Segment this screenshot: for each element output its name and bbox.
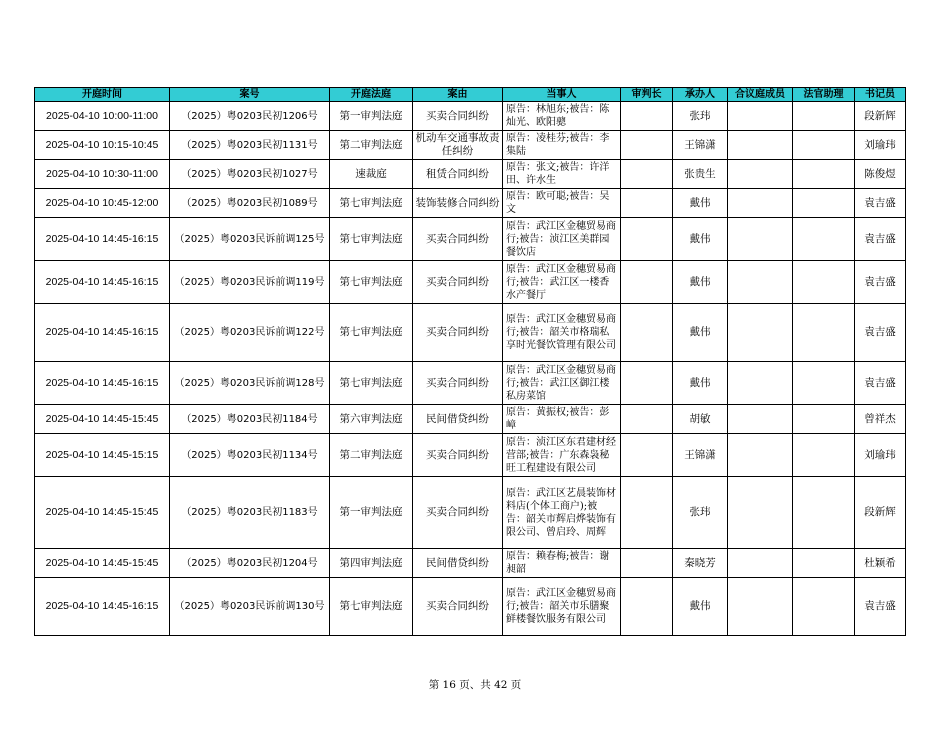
judge-assistant-cell [793, 304, 855, 362]
judge-assistant-cell [793, 160, 855, 189]
presiding-judge-cell [621, 261, 673, 304]
presiding-judge-cell [621, 405, 673, 434]
panel-members-cell [728, 304, 793, 362]
parties-cell: 原告：赖春梅;被告：谢昶韶 [503, 549, 621, 578]
cause-cell: 买卖合同纠纷 [413, 434, 503, 477]
cause-cell: 买卖合同纠纷 [413, 362, 503, 405]
cause-cell: 买卖合同纠纷 [413, 261, 503, 304]
judge-assistant-cell [793, 218, 855, 261]
parties-cell: 原告：武江区金穗贸易商行;被告：韶关市乐膳聚鲜楼餐饮服务有限公司 [503, 578, 621, 636]
cause-cell: 买卖合同纠纷 [413, 218, 503, 261]
clerk-cell: 陈俊煜 [855, 160, 906, 189]
presiding-judge-cell [621, 102, 673, 131]
presiding-judge-cell [621, 304, 673, 362]
handler-cell: 戴伟 [673, 218, 728, 261]
hearing-time-cell: 2025-04-10 10:45-12:00 [35, 189, 170, 218]
table-row [35, 405, 906, 434]
handler-cell: 秦晓芳 [673, 549, 728, 578]
hearing-schedule-table [34, 87, 906, 636]
header-cause: 案由 [413, 88, 503, 102]
panel-members-cell [728, 218, 793, 261]
clerk-cell: 刘瑜玮 [855, 131, 906, 160]
presiding-judge-cell [621, 131, 673, 160]
clerk-cell: 曾祥杰 [855, 405, 906, 434]
table-row [35, 261, 906, 304]
panel-members-cell [728, 549, 793, 578]
panel-members-cell [728, 131, 793, 160]
clerk-cell: 袁吉盛 [855, 578, 906, 636]
table-row [35, 362, 906, 405]
handler-cell: 张玮 [673, 477, 728, 549]
table-body [35, 102, 906, 636]
handler-cell: 王锦潇 [673, 131, 728, 160]
case-number-cell: （2025）粤0203民初1134号 [170, 434, 330, 477]
handler-cell: 戴伟 [673, 362, 728, 405]
handler-cell: 王锦潇 [673, 434, 728, 477]
judge-assistant-cell [793, 477, 855, 549]
judge-assistant-cell [793, 362, 855, 405]
hearing-time-cell: 2025-04-10 14:45-16:15 [35, 304, 170, 362]
case-number-cell: （2025）粤0203民初1204号 [170, 549, 330, 578]
judge-assistant-cell [793, 261, 855, 304]
handler-cell: 张玮 [673, 102, 728, 131]
case-number-cell: （2025）粤0203民初1131号 [170, 131, 330, 160]
presiding-judge-cell [621, 218, 673, 261]
parties-cell: 原告：凌桂芬;被告：李集陆 [503, 131, 621, 160]
courtroom-cell: 第二审判法庭 [330, 131, 413, 160]
cause-cell: 买卖合同纠纷 [413, 578, 503, 636]
panel-members-cell [728, 477, 793, 549]
parties-cell: 原告：武江区艺晨装饰材料店(个体工商户);被告：韶关市辉启烨装饰有限公司、曾启玲、周辉 [503, 477, 621, 549]
cause-cell: 租赁合同纠纷 [413, 160, 503, 189]
courtroom-cell: 速裁庭 [330, 160, 413, 189]
courtroom-cell: 第四审判法庭 [330, 549, 413, 578]
header-panel-members: 合议庭成员 [728, 88, 793, 102]
courtroom-cell: 第二审判法庭 [330, 434, 413, 477]
panel-members-cell [728, 189, 793, 218]
hearing-time-cell: 2025-04-10 14:45-15:45 [35, 549, 170, 578]
case-number-cell: （2025）粤0203民初1206号 [170, 102, 330, 131]
cause-cell: 民间借贷纠纷 [413, 549, 503, 578]
cause-cell: 买卖合同纠纷 [413, 304, 503, 362]
panel-members-cell [728, 405, 793, 434]
header-judge-assistant: 法官助理 [793, 88, 855, 102]
presiding-judge-cell [621, 189, 673, 218]
case-number-cell: （2025）粤0203民诉前调119号 [170, 261, 330, 304]
table-row [35, 131, 906, 160]
courtroom-cell: 第一审判法庭 [330, 477, 413, 549]
table-row [35, 189, 906, 218]
panel-members-cell [728, 578, 793, 636]
courtroom-cell: 第一审判法庭 [330, 102, 413, 131]
hearing-time-cell: 2025-04-10 10:00-11:00 [35, 102, 170, 131]
handler-cell: 戴伟 [673, 189, 728, 218]
hearing-time-cell: 2025-04-10 14:45-16:15 [35, 218, 170, 261]
page-footer: 第 16 页、共 42 页 [428, 679, 522, 691]
table-row [35, 160, 906, 189]
hearing-time-cell: 2025-04-10 14:45-16:15 [35, 362, 170, 405]
hearing-time-cell: 2025-04-10 10:15-10:45 [35, 131, 170, 160]
clerk-cell: 杜颖希 [855, 549, 906, 578]
table-row [35, 578, 906, 636]
parties-cell: 原告：欧可聪;被告：吴文 [503, 189, 621, 218]
table-row [35, 477, 906, 549]
clerk-cell: 袁吉盛 [855, 362, 906, 405]
table-row [35, 549, 906, 578]
case-number-cell: （2025）粤0203民诉前调125号 [170, 218, 330, 261]
header-hearing-time: 开庭时间 [35, 88, 170, 102]
case-number-cell: （2025）粤0203民初1183号 [170, 477, 330, 549]
parties-cell: 原告：武江区金穗贸易商行;被告：武江区御江楼私房菜馆 [503, 362, 621, 405]
case-number-cell: （2025）粤0203民诉前调130号 [170, 578, 330, 636]
judge-assistant-cell [793, 189, 855, 218]
courtroom-cell: 第六审判法庭 [330, 405, 413, 434]
panel-members-cell [728, 261, 793, 304]
panel-members-cell [728, 362, 793, 405]
case-number-cell: （2025）粤0203民诉前调128号 [170, 362, 330, 405]
hearing-time-cell: 2025-04-10 14:45-16:15 [35, 261, 170, 304]
case-number-cell: （2025）粤0203民诉前调122号 [170, 304, 330, 362]
hearing-time-cell: 2025-04-10 14:45-15:45 [35, 477, 170, 549]
courtroom-cell: 第七审判法庭 [330, 218, 413, 261]
table-row [35, 434, 906, 477]
table-row [35, 102, 906, 131]
presiding-judge-cell [621, 434, 673, 477]
header-courtroom: 开庭法庭 [330, 88, 413, 102]
clerk-cell: 段新辉 [855, 477, 906, 549]
cause-cell: 机动车交通事故责任纠纷 [413, 131, 503, 160]
handler-cell: 戴伟 [673, 304, 728, 362]
header-presiding-judge: 审判长 [621, 88, 673, 102]
presiding-judge-cell [621, 549, 673, 578]
header-parties: 当事人 [503, 88, 621, 102]
hearing-time-cell: 2025-04-10 14:45-16:15 [35, 578, 170, 636]
header-handler: 承办人 [673, 88, 728, 102]
clerk-cell: 袁吉盛 [855, 189, 906, 218]
presiding-judge-cell [621, 578, 673, 636]
parties-cell: 原告：武江区金穗贸易商行;被告：韶关市格瑞私享时光餐饮管理有限公司 [503, 304, 621, 362]
parties-cell: 原告：浈江区东君建材经营部;被告：广东森袅秘旺工程建设有限公司 [503, 434, 621, 477]
cause-cell: 买卖合同纠纷 [413, 477, 503, 549]
parties-cell: 原告：武江区金穗贸易商行;被告：武江区一楼香水产餐厅 [503, 261, 621, 304]
judge-assistant-cell [793, 434, 855, 477]
judge-assistant-cell [793, 578, 855, 636]
parties-cell: 原告：武江区金穗贸易商行;被告：浈江区美群园餐饮店 [503, 218, 621, 261]
clerk-cell: 刘瑜玮 [855, 434, 906, 477]
courtroom-cell: 第七审判法庭 [330, 304, 413, 362]
courtroom-cell: 第七审判法庭 [330, 189, 413, 218]
clerk-cell: 袁吉盛 [855, 218, 906, 261]
parties-cell: 原告：林旭东;被告：陈灿光、欧阳骢 [503, 102, 621, 131]
cause-cell: 民间借贷纠纷 [413, 405, 503, 434]
presiding-judge-cell [621, 477, 673, 549]
judge-assistant-cell [793, 405, 855, 434]
cause-cell: 买卖合同纠纷 [413, 102, 503, 131]
judge-assistant-cell [793, 549, 855, 578]
clerk-cell: 段新辉 [855, 102, 906, 131]
courtroom-cell: 第七审判法庭 [330, 261, 413, 304]
handler-cell: 张贵生 [673, 160, 728, 189]
header-case-number: 案号 [170, 88, 330, 102]
judge-assistant-cell [793, 102, 855, 131]
table-row [35, 304, 906, 362]
handler-cell: 戴伟 [673, 578, 728, 636]
table-row [35, 218, 906, 261]
case-number-cell: （2025）粤0203民初1089号 [170, 189, 330, 218]
parties-cell: 原告：黄振权;被告：彭嶂 [503, 405, 621, 434]
parties-cell: 原告：张文;被告：许洋田、许水生 [503, 160, 621, 189]
header-clerk: 书记员 [855, 88, 906, 102]
hearing-time-cell: 2025-04-10 14:45-15:15 [35, 434, 170, 477]
hearing-time-cell: 2025-04-10 10:30-11:00 [35, 160, 170, 189]
courtroom-cell: 第七审判法庭 [330, 362, 413, 405]
judge-assistant-cell [793, 131, 855, 160]
presiding-judge-cell [621, 160, 673, 189]
handler-cell: 戴伟 [673, 261, 728, 304]
courtroom-cell: 第七审判法庭 [330, 578, 413, 636]
presiding-judge-cell [621, 362, 673, 405]
panel-members-cell [728, 102, 793, 131]
clerk-cell: 袁吉盛 [855, 261, 906, 304]
clerk-cell: 袁吉盛 [855, 304, 906, 362]
panel-members-cell [728, 160, 793, 189]
case-number-cell: （2025）粤0203民初1184号 [170, 405, 330, 434]
case-number-cell: （2025）粤0203民初1027号 [170, 160, 330, 189]
cause-cell: 装饰装修合同纠纷 [413, 189, 503, 218]
table-header-row [35, 88, 906, 102]
handler-cell: 胡敏 [673, 405, 728, 434]
panel-members-cell [728, 434, 793, 477]
hearing-time-cell: 2025-04-10 14:45-15:45 [35, 405, 170, 434]
